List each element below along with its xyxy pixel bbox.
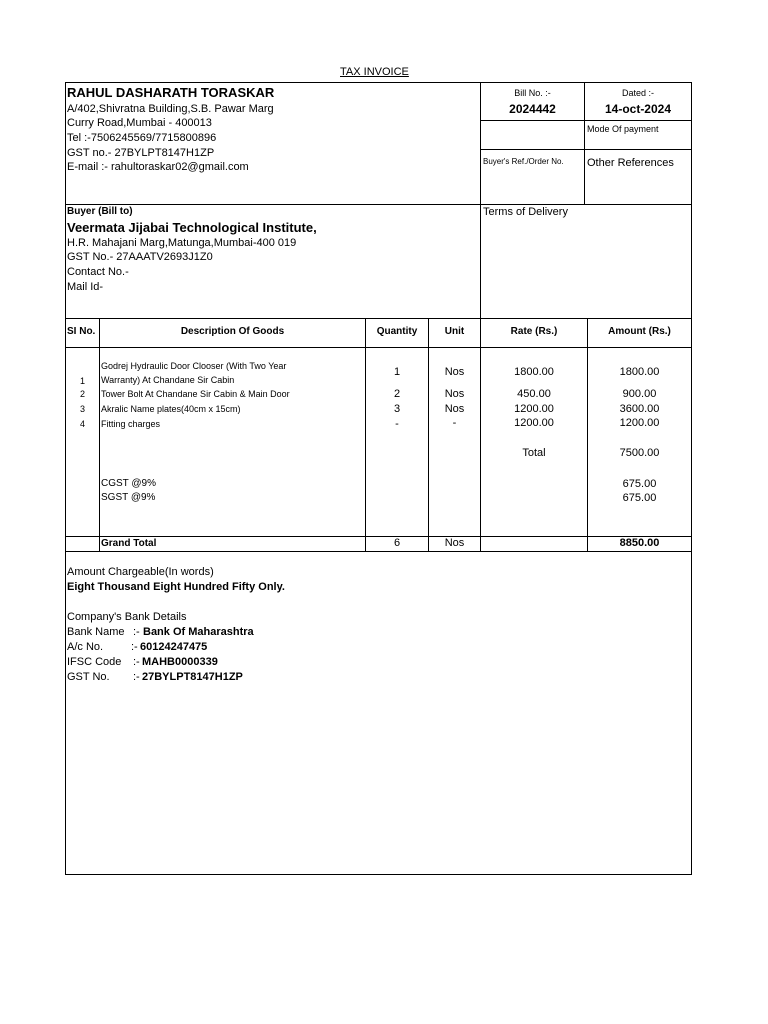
item-3-sl: 3 bbox=[79, 404, 85, 414]
item-2-desc: Tower Bolt At Chandane Sir Cabin & Main Door bbox=[101, 389, 290, 399]
col-header-unit: Unit bbox=[444, 326, 465, 337]
dated-label: Dated :- bbox=[621, 88, 654, 98]
grand-total-top bbox=[65, 536, 692, 537]
grand-total-qty: 6 bbox=[393, 537, 401, 549]
frame-right bbox=[691, 82, 692, 875]
grand-total-label: Grand Total bbox=[101, 538, 157, 549]
col-header-desc: Description Of Goods bbox=[180, 326, 285, 337]
col-line-5 bbox=[587, 318, 588, 552]
terms-of-delivery-label: Terms of Delivery bbox=[483, 206, 568, 218]
item-2-amount: 900.00 bbox=[622, 388, 657, 400]
amount-chargeable-label: Amount Chargeable(In words) bbox=[67, 566, 214, 578]
buyer-address: H.R. Mahajani Marg,Matunga,Mumbai-400 019 bbox=[67, 237, 297, 249]
buyer-gst: GST No.- 27AAATV2693J1Z0 bbox=[67, 251, 213, 263]
col-line-4 bbox=[480, 318, 481, 552]
other-references-label: Other References bbox=[587, 157, 674, 169]
cgst-label: CGST @9% bbox=[101, 478, 156, 489]
bank-name-label: Bank Name bbox=[67, 626, 125, 638]
item-1-unit: Nos bbox=[444, 366, 465, 378]
col-line-1 bbox=[99, 318, 100, 552]
buyer-contact: Contact No.- bbox=[67, 266, 129, 278]
ifsc-value: MAHB0000339 bbox=[142, 656, 218, 668]
header-row-line-1 bbox=[480, 120, 691, 121]
seller-email: E-mail :- rahultoraskar02@gmail.com bbox=[67, 161, 249, 173]
item-3-amount: 3600.00 bbox=[619, 403, 660, 415]
item-2-qty: 2 bbox=[393, 388, 401, 400]
sgst-value: 675.00 bbox=[622, 492, 657, 504]
frame-left bbox=[65, 82, 66, 875]
seller-gst: GST no.- 27BYLPT8147H1ZP bbox=[67, 147, 215, 159]
mode-of-payment-label: Mode Of payment bbox=[587, 124, 659, 134]
col-header-qty: Quantity bbox=[376, 326, 418, 337]
seller-address-2: Curry Road,Mumbai - 400013 bbox=[67, 117, 212, 129]
item-2-sl: 2 bbox=[79, 389, 85, 399]
item-2-unit: Nos bbox=[444, 388, 465, 400]
bank-details-header: Company's Bank Details bbox=[67, 611, 187, 623]
frame-top bbox=[65, 82, 692, 83]
grand-total-unit: Nos bbox=[444, 537, 465, 549]
seller-buyer-divider bbox=[65, 204, 692, 205]
ifsc-label: IFSC Code bbox=[67, 656, 122, 668]
account-sep: :- bbox=[131, 641, 138, 653]
frame-bottom bbox=[65, 874, 692, 875]
col-header-sl: SI No. bbox=[67, 326, 96, 337]
cgst-value: 675.00 bbox=[622, 478, 657, 490]
item-4-sl: 4 bbox=[79, 419, 85, 429]
item-4-qty: - bbox=[395, 418, 399, 430]
item-4-unit: - bbox=[452, 417, 457, 429]
item-1-sl: 1 bbox=[79, 376, 85, 386]
bill-no-value: 2024442 bbox=[509, 102, 556, 116]
invoice-title: TAX INVOICE bbox=[340, 66, 409, 78]
bank-name-sep: :- bbox=[133, 626, 140, 638]
account-value: 60124247475 bbox=[140, 641, 208, 653]
grand-total-value: 8850.00 bbox=[619, 537, 660, 549]
item-3-unit: Nos bbox=[444, 403, 465, 415]
total-value: 7500.00 bbox=[619, 447, 660, 459]
ifsc-sep: :- bbox=[133, 656, 140, 668]
item-4-amount: 1200.00 bbox=[619, 417, 660, 429]
header-divider-1 bbox=[480, 82, 481, 318]
item-3-rate: 1200.00 bbox=[514, 403, 554, 415]
item-3-desc: Akralic Name plates(40cm x 15cm) bbox=[101, 404, 241, 414]
col-header-rate: Rate (Rs.) bbox=[510, 326, 558, 337]
table-header-top bbox=[65, 318, 692, 319]
item-4-rate: 1200.00 bbox=[514, 417, 554, 429]
item-3-qty: 3 bbox=[393, 403, 401, 415]
col-header-amount: Amount (Rs.) bbox=[608, 326, 671, 337]
buyer-name: Veermata Jijabai Technological Institute, bbox=[67, 220, 317, 235]
amount-in-words: Eight Thousand Eight Hundred Fifty Only. bbox=[67, 581, 285, 593]
bill-no-label: Bill No. :- bbox=[514, 88, 551, 98]
item-1-qty: 1 bbox=[393, 366, 401, 378]
table-header-bottom bbox=[65, 347, 692, 348]
buyer-mail: Mail Id- bbox=[67, 281, 104, 293]
gst-no-sep: :- bbox=[133, 671, 140, 683]
col-line-2 bbox=[365, 318, 366, 552]
gst-no-value: 27BYLPT8147H1ZP bbox=[142, 671, 243, 683]
total-label: Total bbox=[522, 447, 546, 459]
item-1-amount: 1800.00 bbox=[619, 366, 660, 378]
item-2-rate: 450.00 bbox=[517, 388, 551, 400]
col-line-3 bbox=[428, 318, 429, 552]
grand-total-bottom bbox=[65, 551, 692, 552]
header-divider-2 bbox=[584, 82, 585, 204]
buyer-header: Buyer (Bill to) bbox=[67, 206, 133, 217]
bank-name-value: Bank Of Maharashtra bbox=[143, 626, 254, 638]
header-row-line-2 bbox=[480, 149, 691, 150]
item-1-rate: 1800.00 bbox=[514, 366, 554, 378]
seller-name: RAHUL DASHARATH TORASKAR bbox=[67, 85, 275, 100]
sgst-label: SGST @9% bbox=[101, 492, 156, 503]
buyers-ref-label: Buyer's Ref./Order No. bbox=[483, 157, 564, 166]
gst-no-label: GST No. bbox=[67, 671, 110, 683]
dated-value: 14-oct-2024 bbox=[604, 102, 672, 116]
seller-address-1: A/402,Shivratna Building,S.B. Pawar Marg bbox=[67, 103, 274, 115]
seller-tel: Tel :-7506245569/7715800896 bbox=[67, 132, 217, 144]
item-1-desc-line1: Godrej Hydraulic Door Clooser (With Two Year bbox=[101, 361, 287, 371]
account-label: A/c No. bbox=[67, 641, 104, 653]
item-4-desc: Fitting charges bbox=[101, 419, 161, 429]
item-1-desc-line2: Warranty) At Chandane Sir Cabin bbox=[101, 375, 235, 385]
